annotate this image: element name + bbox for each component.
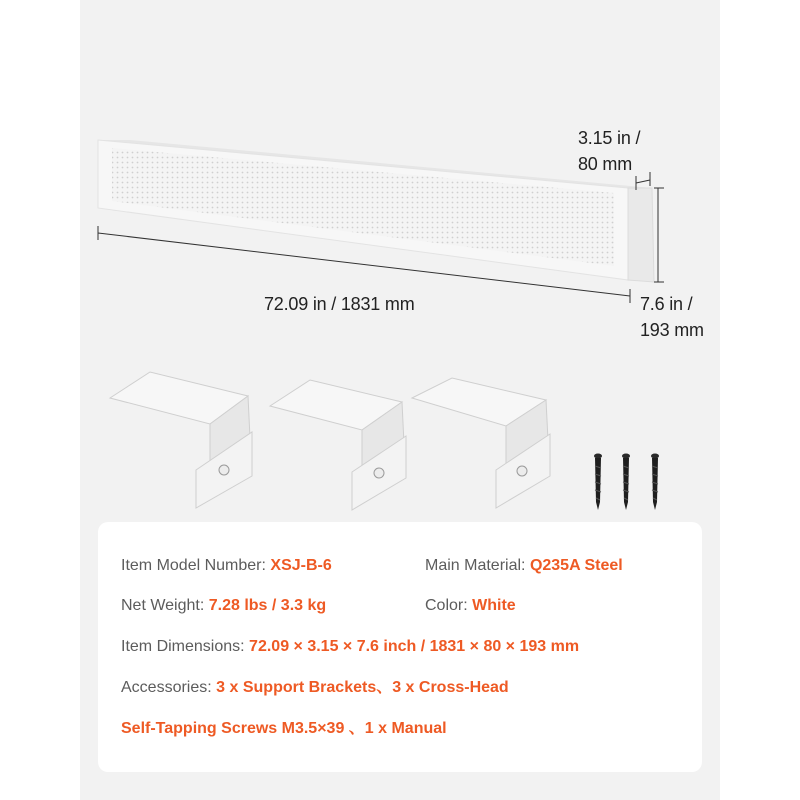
spec-item-dimensions-label: Item Dimensions:: [121, 638, 245, 655]
height-label: [640, 291, 704, 343]
support-bracket: [412, 378, 550, 508]
spec-item-dimensions-value: 72.09 × 3.15 × 7.6 inch / 1831 × 80 × 193 mm: [249, 638, 580, 655]
depth-label-line2: 80 mm: [578, 154, 633, 174]
spec-material: [425, 556, 623, 576]
spec-weight-label: Net Weight:: [121, 597, 205, 614]
height-dimension-line: [654, 188, 664, 282]
specifications-card: [98, 522, 702, 772]
support-bracket: [110, 372, 252, 508]
spec-accessories: [121, 678, 509, 698]
depth-label: [578, 125, 640, 177]
length-label: 72.09 in / 1831 mm: [264, 294, 415, 314]
baseboard-cover: [98, 140, 654, 282]
spec-model-label: Item Model Number:: [121, 557, 266, 574]
screw: [651, 454, 659, 511]
spec-weight: [121, 596, 326, 616]
spec-material-label: Main Material:: [425, 557, 526, 574]
spec-color: [425, 596, 516, 616]
spec-weight-value: 7.28 lbs / 3.3 kg: [208, 597, 327, 614]
spec-accessories-value-line2: Self-Tapping Screws M3.5×39 、1 x Manual: [121, 720, 447, 737]
height-label-line1: 7.6 in /: [640, 294, 693, 314]
spec-item-dimensions: [121, 637, 579, 657]
spec-color-value: White: [472, 597, 516, 614]
screw: [622, 454, 630, 511]
spec-material-value: Q235A Steel: [529, 557, 623, 574]
screw: [594, 454, 602, 511]
spec-accessories-value-line1: 3 x Support Brackets、3 x Cross-Head: [216, 679, 509, 696]
spec-accessories-label: Accessories:: [121, 679, 212, 696]
spec-model: [121, 556, 332, 576]
spec-color-label: Color:: [425, 597, 468, 614]
height-label-line2: 193 mm: [640, 320, 704, 340]
spec-accessories-continued: [121, 719, 447, 739]
depth-label-line1: 3.15 in /: [578, 128, 641, 148]
spec-model-value: XSJ-B-6: [270, 557, 332, 574]
support-bracket: [270, 380, 406, 510]
